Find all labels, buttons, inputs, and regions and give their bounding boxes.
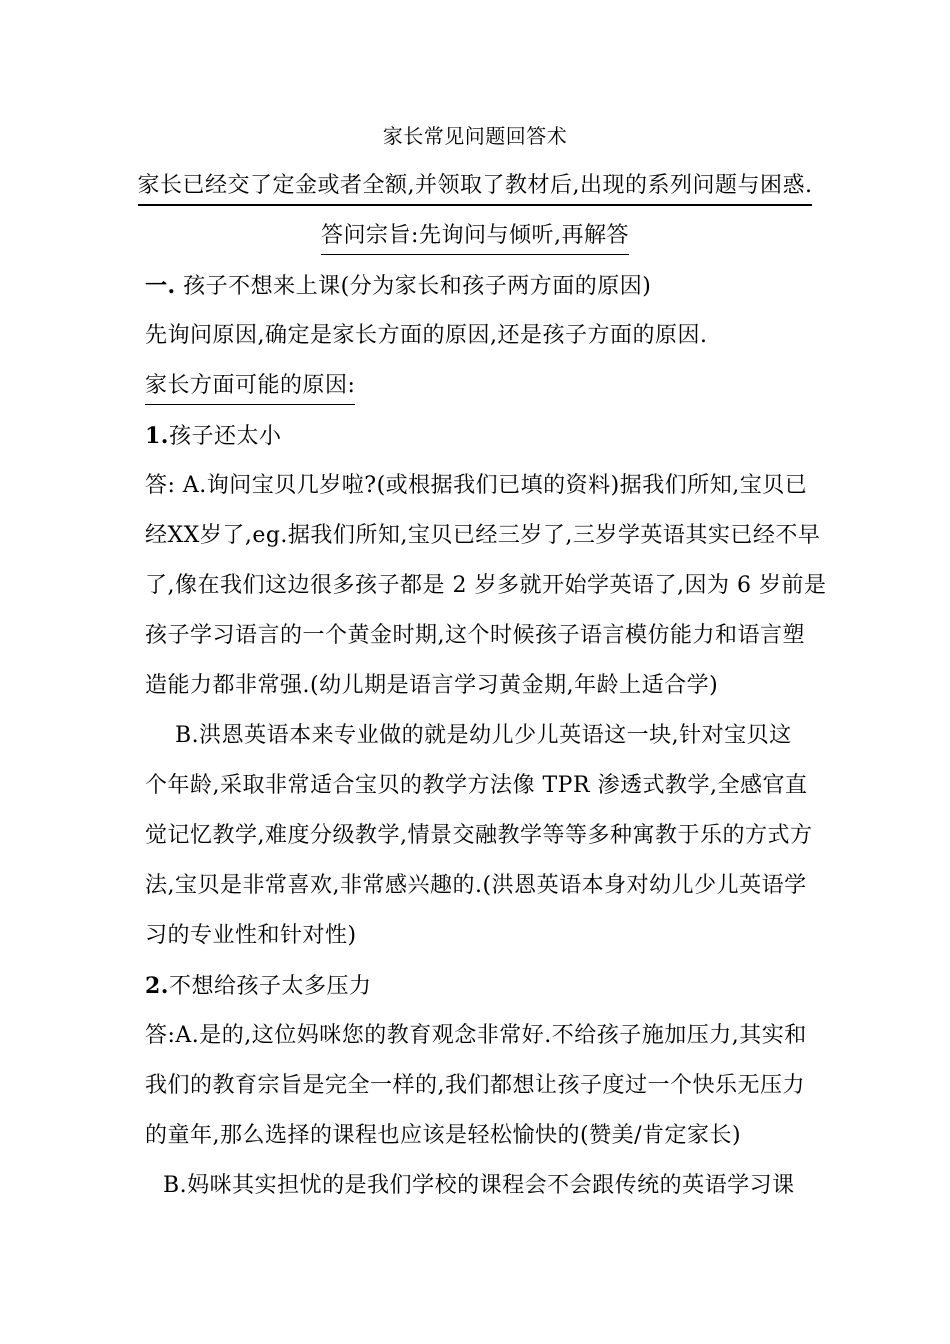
answer-line: 的童年,那么选择的课程也应该是轻松愉快的(赞美/肯定家长) [145, 1123, 742, 1148]
parent-reasons-heading: 家长方面可能的原因: [145, 370, 815, 405]
section-intro: 先询问原因,确定是家长方面的原因,还是孩子方面的原因. [145, 323, 708, 348]
question-2-heading: 2.不想给孩子太多压力 [145, 973, 372, 999]
section-heading: 一. 孩子不想来上课(分为家长和孩子两方面的原因) [145, 273, 652, 299]
answer-line: 经XX岁了,eg.据我们所知,宝贝已经三岁了,三岁学英语其实已经不早 [145, 523, 821, 548]
question-1-heading: 1.孩子还太小 [145, 423, 282, 449]
answer-line: B.妈咪其实担忧的是我们学校的课程会不会跟传统的英语学习课 [163, 1173, 795, 1198]
answer-line: 法,宝贝是非常喜欢,非常感兴趣的.(洪恩英语本身对幼儿少儿英语学 [145, 873, 807, 898]
document-subtitle: 家长已经交了定金或者全额,并领取了教材后,出现的系列问题与困惑. [0, 170, 950, 206]
answer-line: 觉记忆教学,难度分级教学,情景交融教学等等多种寓教于乐的方式方 [145, 823, 813, 848]
answer-line: 答: A.询问宝贝几岁啦?(或根据我们已填的资料)据我们所知,宝贝已 [145, 473, 808, 498]
answer-line: 习的专业性和针对性) [145, 923, 357, 948]
answer-line: 我们的教育宗旨是完全一样的,我们都想让孩子度过一个快乐无压力 [145, 1073, 805, 1098]
answer-line: 个年龄,采取非常适合宝贝的教学方法像 TPR 渗透式教学,全感官直 [145, 773, 808, 798]
answer-line: B.洪恩英语本来专业做的就是幼儿少儿英语这一块,针对宝贝这 [175, 723, 792, 748]
answer-line: 了,像在我们这边很多孩子都是 2 岁多就开始学英语了,因为 6 岁前是 [145, 573, 827, 598]
answer-principle: 答问宗旨:先询问与倾听,再解答 [0, 220, 950, 255]
answer-line: 孩子学习语言的一个黄金时期,这个时候孩子语言模仿能力和语言塑 [145, 623, 805, 648]
answer-line: 造能力都非常强.(幼儿期是语言学习黄金期,年龄上适合学) [145, 673, 719, 698]
document-title: 家长常见问题回答术 [382, 124, 568, 148]
answer-line: 答:A.是的,这位妈咪您的教育观念非常好.不给孩子施加压力,其实和 [145, 1023, 807, 1048]
